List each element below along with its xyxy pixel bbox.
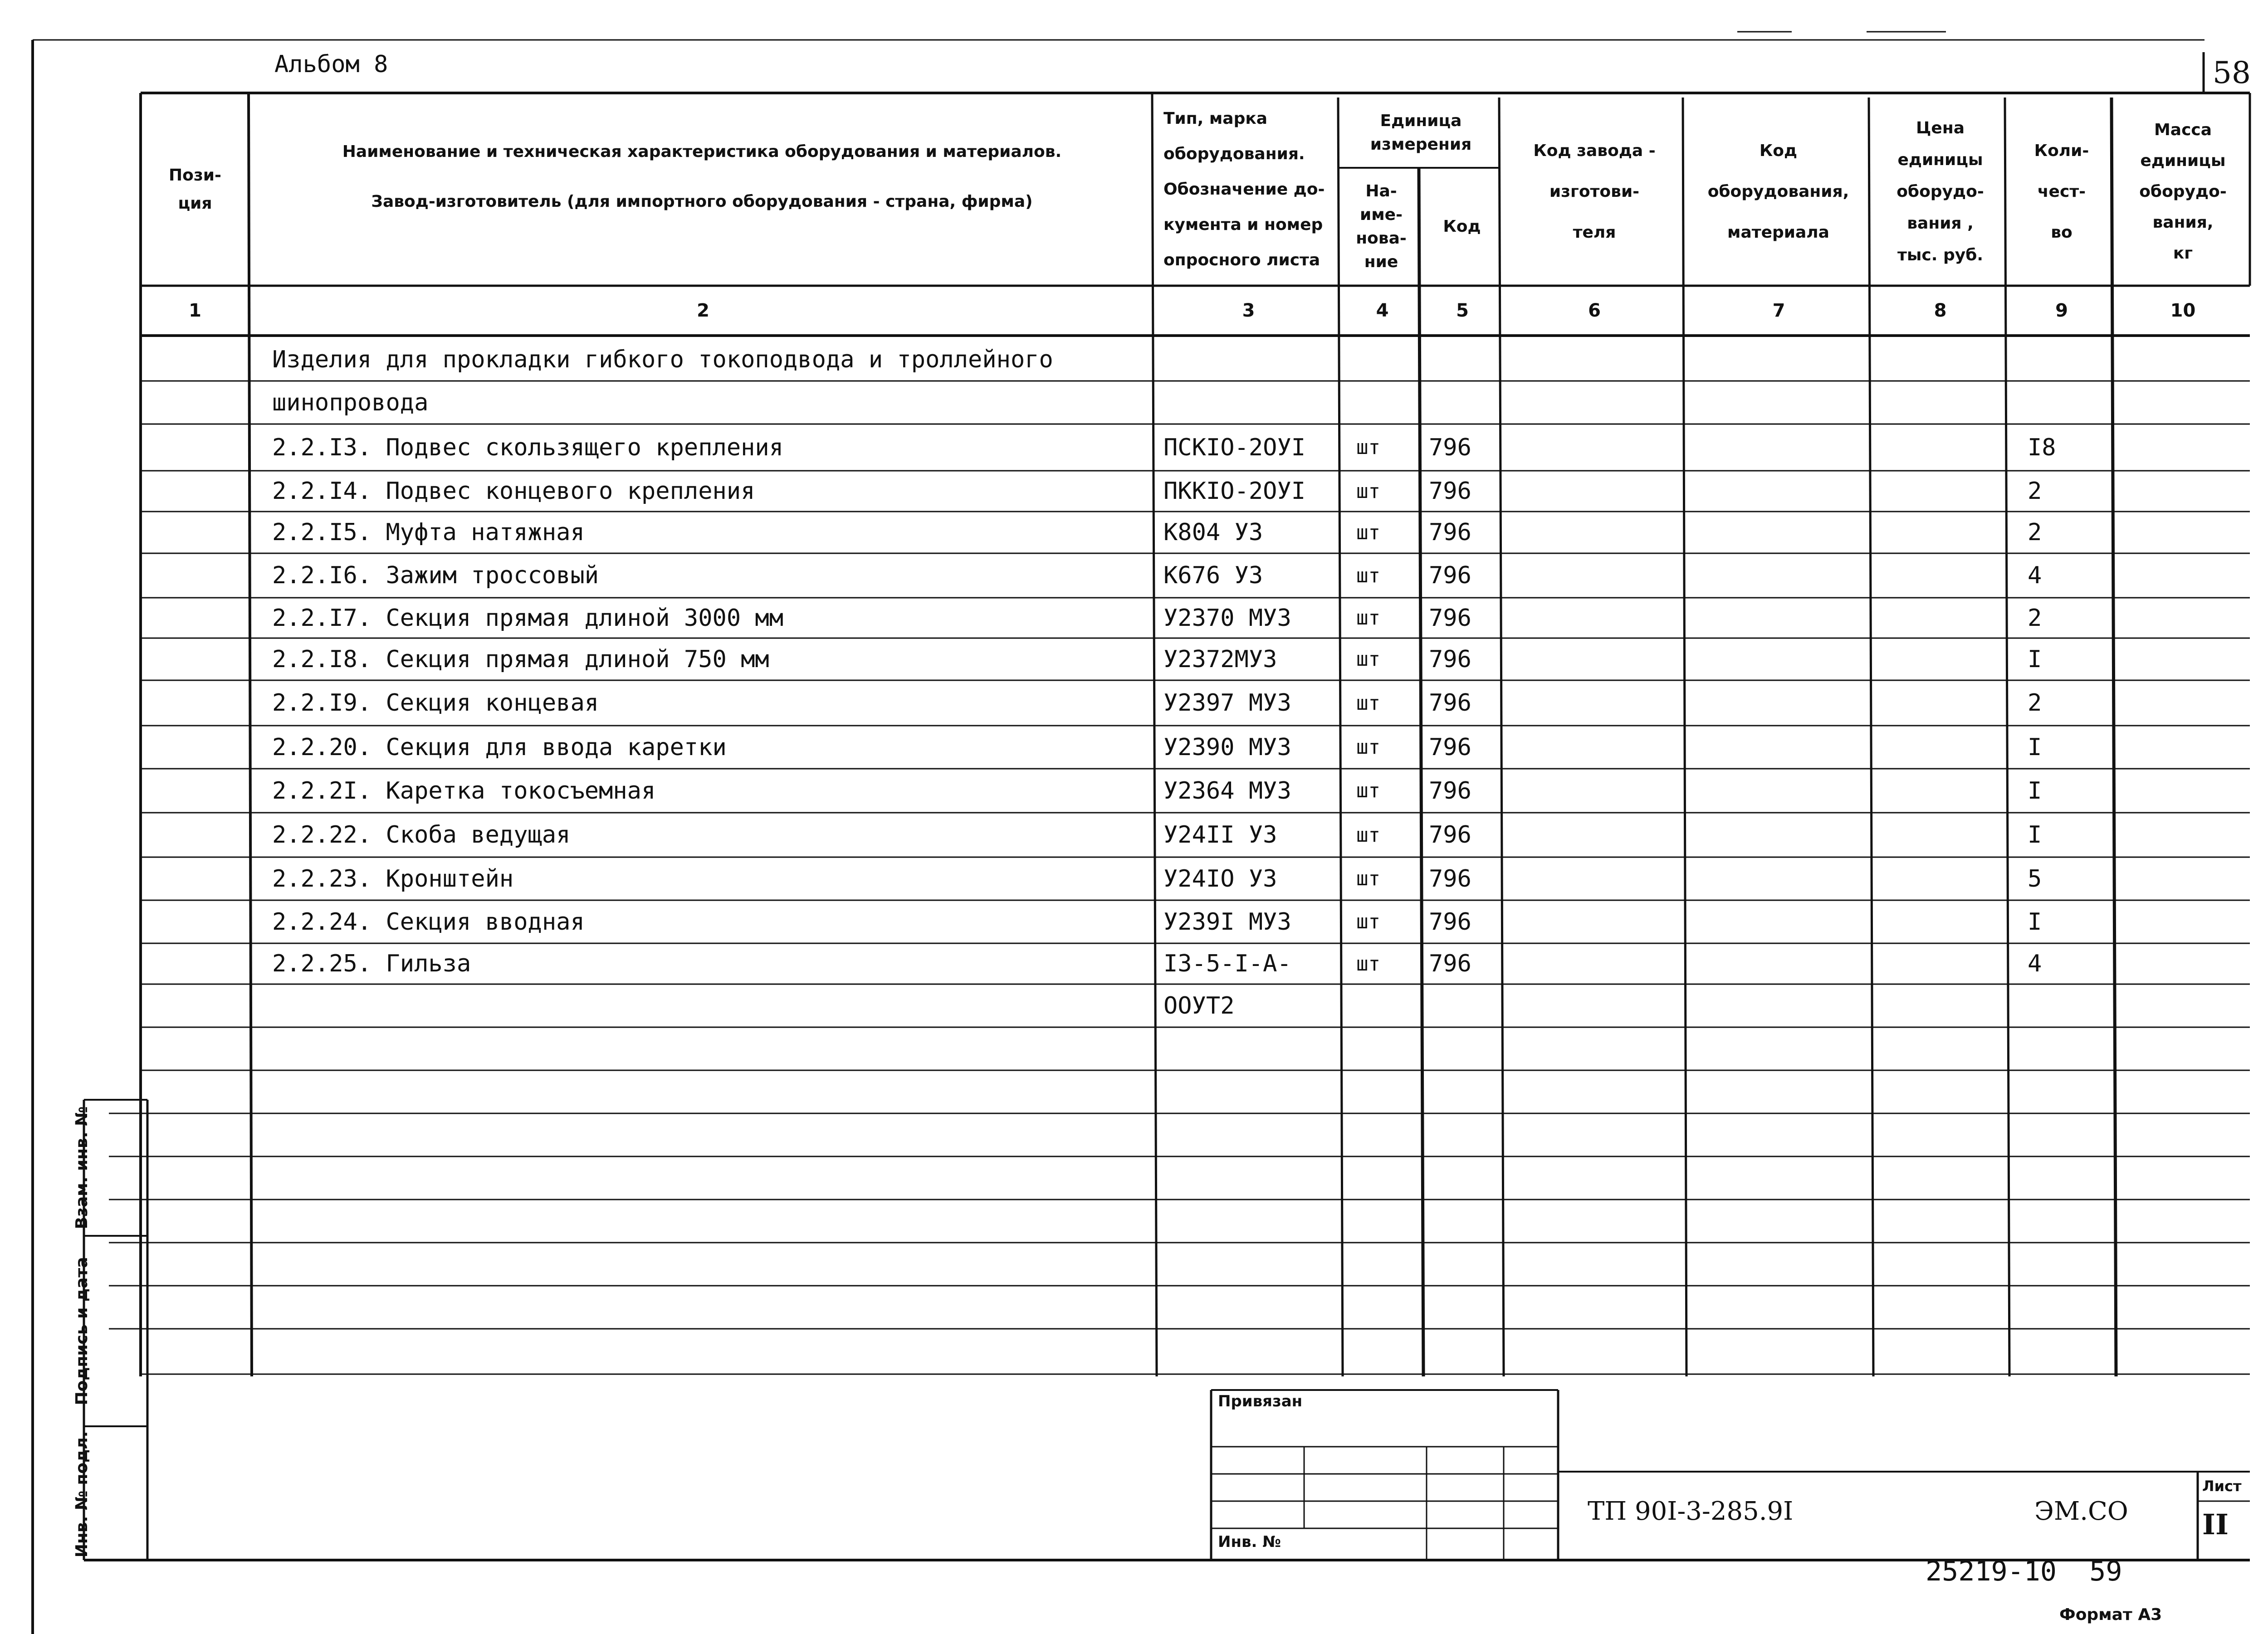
row-type: У2390 МУЗ [1163, 733, 1291, 761]
row-quantity: I [2028, 733, 2042, 761]
row-code: 796 [1429, 777, 1471, 805]
row-code: 796 [1429, 604, 1471, 632]
row-type: У2364 МУЗ [1163, 777, 1291, 805]
column-number: 5 [1456, 300, 1469, 321]
header-quantity: Коли- чест- во [2034, 141, 2089, 242]
row-type: ПККIО-2ОУI [1163, 478, 1306, 505]
row-name: 2.2.I5. Муфта натяжная [272, 519, 585, 546]
row-type: У24IО УЗ [1163, 865, 1277, 893]
row-unit: шт [1356, 479, 1380, 503]
row-name: Изделия для прокладки гибкого токоподвода и троллейного [272, 346, 1053, 373]
header-unit-name: На- име- нова- ние [1356, 182, 1407, 271]
row-name: 2.2.20. Секция для ввода каретки [272, 733, 727, 761]
stamp-podpis-data: Подпись и дата [73, 1257, 91, 1405]
column-number: 7 [1772, 300, 1785, 321]
row-quantity: I [2028, 821, 2042, 849]
row-code: 796 [1429, 519, 1471, 546]
row-type: ПСКIО-2ОУI [1163, 434, 1306, 461]
privyazan-label: Привязан [1218, 1392, 1303, 1410]
document-code: ТП 90I-3-285.9I [1588, 1497, 1794, 1526]
row-code: 796 [1429, 821, 1471, 849]
sheet-label: Лист [2202, 1478, 2242, 1495]
column-number: 1 [189, 300, 201, 321]
page-number: 58 [2213, 55, 2251, 90]
sheet-value: II [2202, 1508, 2229, 1541]
row-quantity [2028, 984, 2109, 1027]
row-type [1163, 381, 1336, 424]
row-type: I3-5-I-А- [1163, 950, 1291, 977]
header-mass: Масса единицы оборудо- вания, кг [2139, 120, 2227, 263]
row-unit [1356, 984, 1415, 1027]
header-factory-code: Код завода - изготови- теля [1533, 141, 1656, 242]
row-code [1429, 984, 1497, 1027]
row-code: 796 [1429, 434, 1471, 461]
row-type: ООУТ2 [1163, 992, 1235, 1019]
row-unit: шт [1356, 606, 1380, 629]
document-mark: ЭМ.СО [2034, 1497, 2128, 1526]
row-name: 2.2.2I. Каретка токосъемная [272, 777, 656, 805]
album-label: Альбом 8 [274, 51, 388, 78]
row-type [1163, 338, 1336, 381]
column-number: 10 [2170, 300, 2196, 321]
row-quantity: 2 [2028, 519, 2042, 546]
row-name: 2.2.23. Кронштейн [272, 865, 514, 893]
row-type: У2370 МУЗ [1163, 604, 1291, 632]
header-type: Тип, марка оборудования. Обозначение до- кумента и номер опросного листа [1163, 109, 1325, 269]
row-code: 796 [1429, 733, 1471, 761]
column-number: 4 [1376, 300, 1389, 321]
row-unit: шт [1356, 823, 1380, 847]
row-quantity [2028, 381, 2109, 424]
row-quantity: I8 [2028, 434, 2056, 461]
header-position: Пози- ция [169, 166, 221, 213]
row-type: У2397 МУЗ [1163, 689, 1291, 717]
row-code [1429, 381, 1497, 424]
row-unit: шт [1356, 564, 1380, 587]
row-name: 2.2.I4. Подвес концевого крепления [272, 478, 755, 505]
row-quantity: I [2028, 777, 2042, 805]
row-quantity: 4 [2028, 562, 2042, 589]
row-type: К804 УЗ [1163, 519, 1263, 546]
format-label: Формат А3 [2059, 1605, 2162, 1624]
column-number: 3 [1242, 300, 1255, 321]
row-unit: шт [1356, 910, 1380, 933]
stamp-inv-podl: Инв. № подл. [73, 1431, 91, 1558]
row-name: 2.2.25. Гильза [272, 950, 471, 977]
row-unit [1356, 381, 1415, 424]
column-number: 6 [1588, 300, 1601, 321]
header-name-line2: Завод-изготовитель (для импортного оборудования - страна, фирма) [371, 192, 1033, 211]
row-name: 2.2.I3. Подвес скользящего крепления [272, 434, 784, 461]
row-name: 2.2.I8. Секция прямая длиной 750 мм [272, 645, 769, 673]
row-unit: шт [1356, 736, 1380, 759]
row-quantity: 4 [2028, 950, 2042, 977]
row-type: У239I МУЗ [1163, 908, 1291, 936]
row-quantity: 2 [2028, 689, 2042, 717]
row-code: 796 [1429, 562, 1471, 589]
header-unit-code: Код [1443, 217, 1481, 236]
row-quantity: I [2028, 645, 2042, 673]
column-number: 2 [697, 300, 709, 321]
row-code: 796 [1429, 908, 1471, 936]
inv-no-label: Инв. № [1218, 1533, 1281, 1551]
row-quantity: 2 [2028, 478, 2042, 505]
row-type: У24II УЗ [1163, 821, 1277, 849]
row-name: 2.2.I6. Зажим троссовый [272, 562, 599, 589]
row-unit: шт [1356, 779, 1380, 802]
row-quantity: 2 [2028, 604, 2042, 632]
row-unit: шт [1356, 691, 1380, 715]
row-code: 796 [1429, 478, 1471, 505]
row-unit: шт [1356, 867, 1380, 890]
column-number: 8 [1934, 300, 1947, 321]
row-type: К676 УЗ [1163, 562, 1263, 589]
row-quantity: I [2028, 908, 2042, 936]
row-code: 796 [1429, 689, 1471, 717]
row-unit: шт [1356, 648, 1380, 671]
header-equipment-code: Код оборудования, материала [1707, 141, 1849, 242]
header-name-line1: Наименование и техническая характеристика оборудования и материалов. [342, 142, 1062, 161]
row-unit: шт [1356, 952, 1380, 976]
row-code [1429, 338, 1497, 381]
archive-number: 25219-10 59 [1926, 1556, 2122, 1587]
row-name: 2.2.24. Секция вводная [272, 908, 585, 936]
row-code: 796 [1429, 645, 1471, 673]
row-code: 796 [1429, 865, 1471, 893]
column-number: 9 [2055, 300, 2068, 321]
row-unit [1356, 338, 1415, 381]
row-name: 2.2.I9. Секция концевая [272, 689, 599, 717]
header-price: Цена единицы оборудо- вания , тыс. руб. [1897, 118, 1984, 264]
stamp-vzam-inv: Взам. инв. № [73, 1106, 91, 1229]
row-name: 2.2.I7. Секция прямая длиной 3000 мм [272, 604, 784, 632]
row-quantity: 5 [2028, 865, 2042, 893]
row-unit: шт [1356, 436, 1380, 459]
row-code: 796 [1429, 950, 1471, 977]
row-type: У2372МУЗ [1163, 645, 1277, 673]
row-name [272, 984, 1134, 1027]
row-unit: шт [1356, 521, 1380, 544]
row-quantity [2028, 338, 2109, 381]
row-name: 2.2.22. Скоба ведущая [272, 821, 571, 849]
header-unit-group: Единица измерения [1370, 111, 1472, 154]
row-name: шинопровода [272, 389, 429, 416]
